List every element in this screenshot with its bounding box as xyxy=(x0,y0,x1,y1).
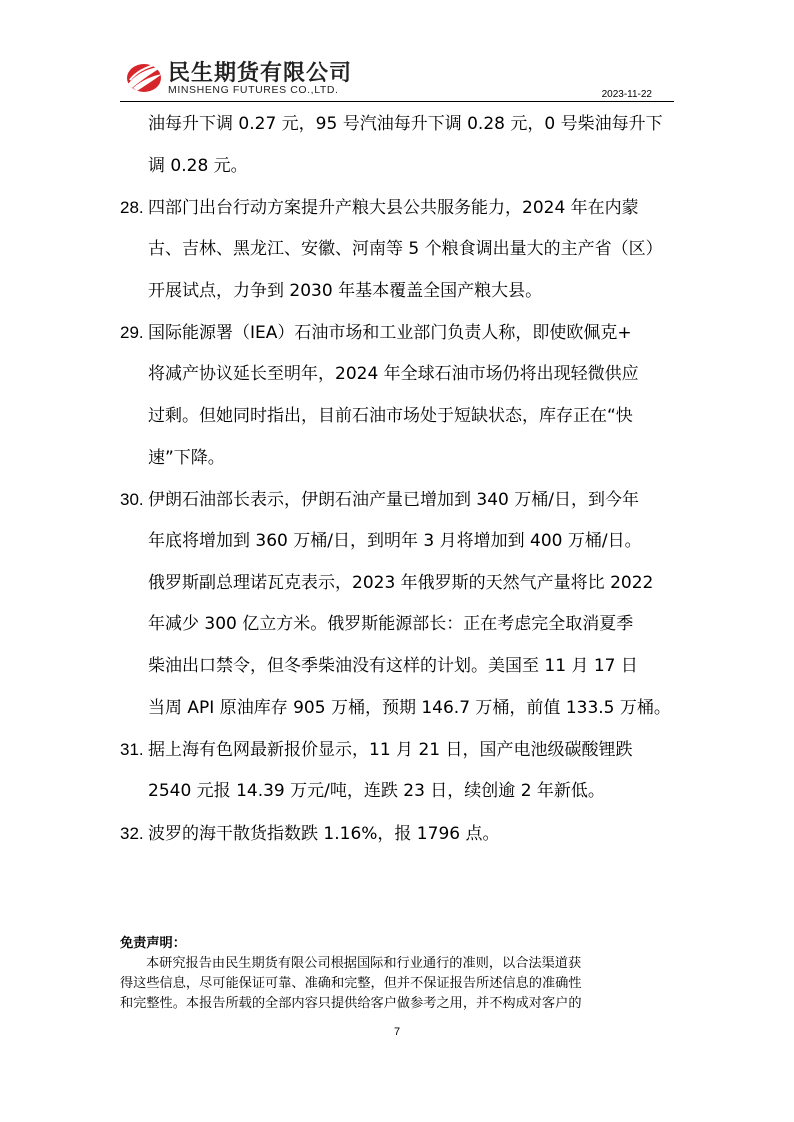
news-text: 四部门出台行动方案提升产粮大县公共服务能力，2024 年在内蒙 xyxy=(148,198,639,219)
news-line: 2540 元报 14.39 万元/吨，连跌 23 日，续创逾 2 年新低。 xyxy=(148,781,605,801)
item-number: 30. xyxy=(120,490,144,510)
report-date: 2023-11-22 xyxy=(601,89,652,100)
item-number: 28. xyxy=(120,198,144,218)
news-line xyxy=(120,479,680,521)
news-text: 波罗的海干散货指数跌 1.16%，报 1796 点。 xyxy=(148,823,500,844)
news-item-30 xyxy=(120,479,680,729)
news-line xyxy=(120,813,680,855)
news-line: 俄罗斯副总理诺瓦克表示，2023 年俄罗斯的天然气产量将比 2022 xyxy=(148,572,654,593)
news-line: 过剩。但她同时指出，目前石油市场处于短缺状态，库存正在“快 xyxy=(148,405,633,426)
news-item xyxy=(120,104,680,187)
news-text: 国际能源署（IEA）石油市场和工业部门负责人称，即使欧佩克+ xyxy=(148,323,632,344)
disclaimer-line: 得这些信息，尽可能保证可靠、准确和完整，但并不保证报告所述信息的准确性 xyxy=(120,976,582,991)
news-item-29 xyxy=(120,312,680,479)
page-header xyxy=(120,56,674,102)
news-line: 油每升下调 0.27 元，95 号汽油每升下调 0.28 元，0 号柴油每升下 xyxy=(148,114,663,134)
news-line: 开展试点，力争到 2030 年基本覆盖全国产粮大县。 xyxy=(148,280,543,301)
header-divider xyxy=(120,101,674,102)
item-number: 29. xyxy=(120,323,144,343)
item-number: 32. xyxy=(120,823,144,843)
news-line: 将减产协议延长至明年，2024 年全球石油市场仍将出现轻微供应 xyxy=(148,364,639,385)
disclaimer xyxy=(120,934,676,1014)
item-number: 31. xyxy=(120,740,144,760)
news-list xyxy=(120,104,680,854)
news-line: 当周 API 原油库存 905 万桶，预期 146.7 万桶，前值 133.5 万桶。 xyxy=(148,697,671,718)
news-text: 伊朗石油部长表示，伊朗石油产量已增加到 340 万桶/日，到今年 xyxy=(148,490,639,511)
news-text: 据上海有色网最新报价显示，11 月 21 日，国产电池级碳酸锂跌 xyxy=(148,740,633,761)
news-line xyxy=(120,187,680,229)
company-name-cn: 民生期货有限公司 xyxy=(168,61,353,86)
news-line xyxy=(120,312,680,354)
disclaimer-title: 免责声明： xyxy=(120,936,186,951)
news-line: 柴油出口禁令，但冬季柴油没有这样的计划。美国至 11 月 17 日 xyxy=(148,655,638,676)
disclaimer-line: 和完整性。本报告所载的全部内容只提供给客户做参考之用，并不构成对客户的 xyxy=(120,996,582,1011)
news-line: 年底将增加到 360 万桶/日，到明年 3 月将增加到 400 万桶/日。 xyxy=(148,530,642,551)
news-line: 古、吉林、黑龙江、安徽、河南等 5 个粮食调出量大的主产省（区） xyxy=(148,239,663,260)
news-line: 年减少 300 亿立方米。俄罗斯能源部长：正在考虑完全取消夏季 xyxy=(148,614,634,635)
page-number: 7 xyxy=(393,1026,401,1038)
news-item-31 xyxy=(120,729,680,812)
red-swoosh-logo-icon xyxy=(124,58,164,96)
company-name-en: MINSHENG FUTURES CO.,LTD. xyxy=(168,84,339,96)
news-item-28 xyxy=(120,187,680,312)
news-item-32 xyxy=(120,813,680,855)
news-line: 速”下降。 xyxy=(148,447,225,468)
news-line: 调 0.28 元。 xyxy=(148,155,248,176)
company-logo xyxy=(124,56,364,100)
news-line xyxy=(120,729,680,771)
disclaimer-line: 本研究报告由民生期货有限公司根据国际和行业通行的准则，以合法渠道获 xyxy=(146,956,582,971)
